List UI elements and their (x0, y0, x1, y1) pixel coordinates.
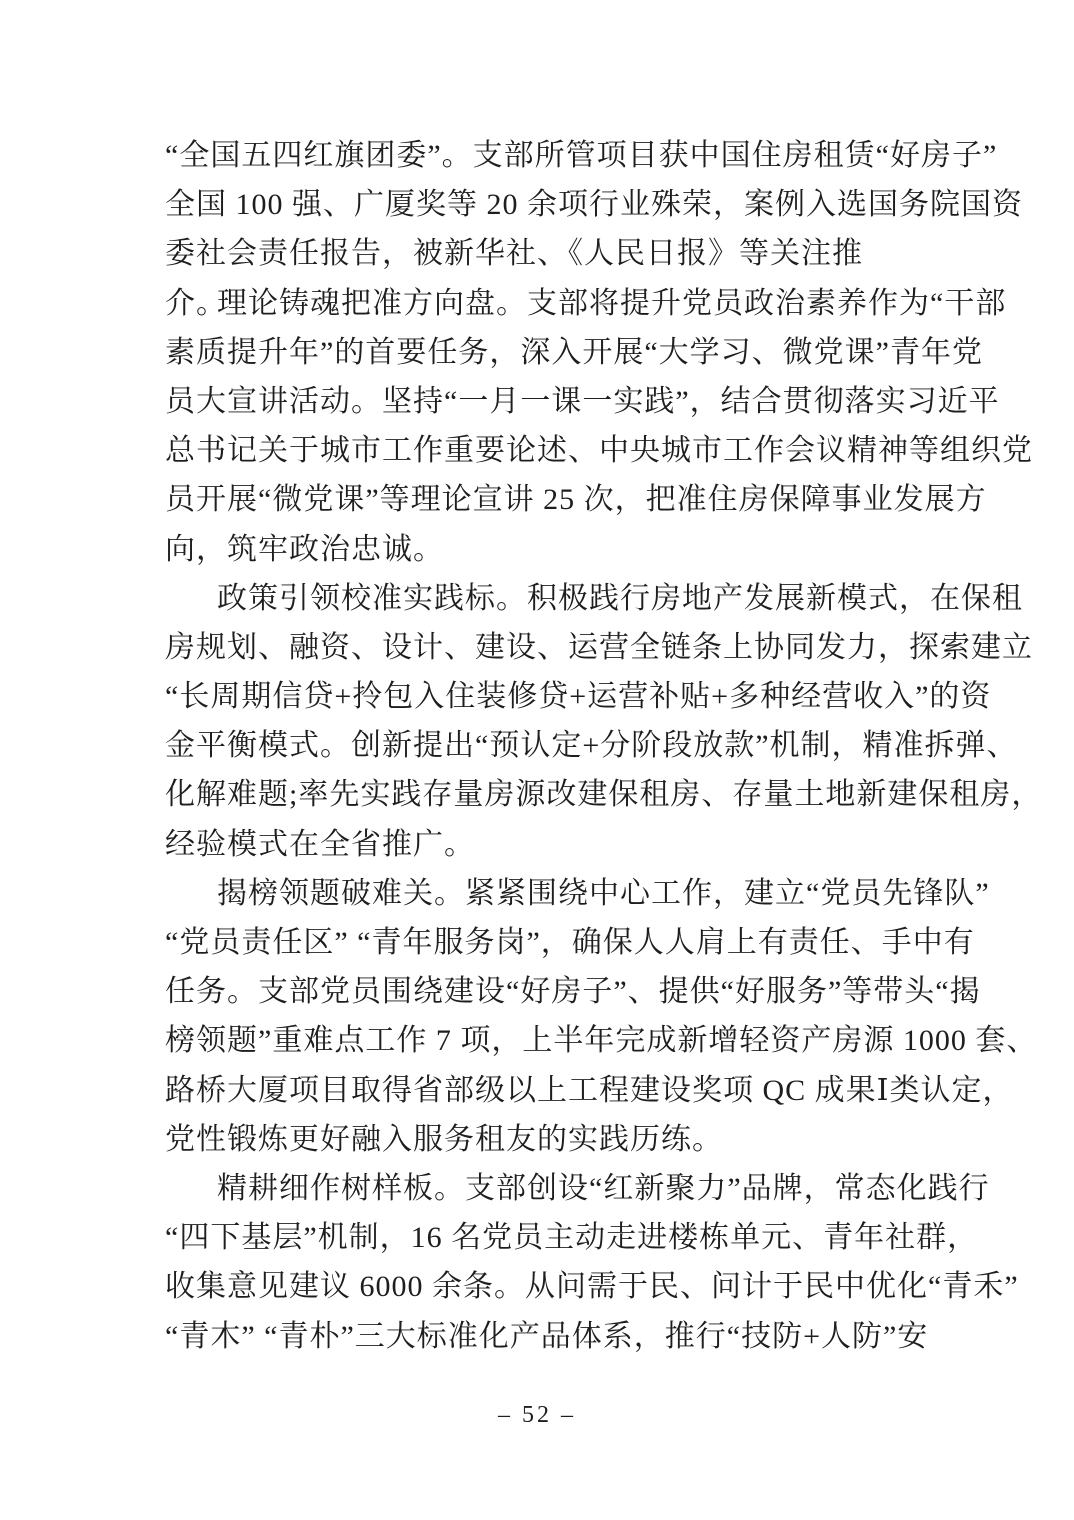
text-line: 员大宣讲活动。坚持“一月一课一实践”，结合贯彻落实习近平 (165, 384, 1000, 418)
text-line: 委社会责任报告，被新华社、《人民日报》等关注推介。 (165, 237, 863, 320)
text-line: 收集意见建议 6000 余条。从问需于民、问计于民中优化“青禾” (165, 1270, 1019, 1304)
text-line: 总书记关于城市工作重要论述、中央城市工作会议精神等组织党 (165, 434, 1033, 468)
text-line: 任务。支部党员围绕建设“好房子”、提供“好服务”等带头“揭 (165, 975, 981, 1009)
text-line: 精耕细作树样板。支部创设“红新聚力”品牌，常态化践行 (217, 1171, 990, 1205)
text-line: “长周期信贷+拎包入住装修贷+运营补贴+多种经营收入”的资 (165, 680, 992, 714)
text-line: 揭榜领题破难关。紧紧围绕中心工作，建立“党员先锋队” (217, 876, 990, 910)
paragraph (165, 279, 1033, 574)
text-line: 政策引领校准实践标。积极践行房地产发展新模式，在保租 (217, 581, 1023, 615)
text-line: 路桥大厦项目取得省部级以上工程建设奖项 QC 成果Ⅰ类认定， (165, 1073, 1014, 1107)
page-number: – 52 – (498, 1402, 576, 1428)
text-line: “四下基层”机制，16 名党员主动走进楼栋单元、青年社群， (165, 1221, 979, 1255)
text-line: 党性锻炼更好融入服务租友的实践历练。 (165, 1122, 723, 1156)
text-line: 化解难题;率先实践存量房源改建保租房、存量土地新建保租房， (165, 778, 1043, 812)
paragraph (165, 574, 1043, 869)
paragraph (165, 1164, 1019, 1361)
text-line: “全国五四红旗团委”。支部所管项目获中国住房租赁“好房子” (165, 139, 998, 172)
text-line: 经验模式在全省推广。 (165, 827, 475, 861)
text-line: “党员责任区” “青年服务岗”，确保人人肩上有责任、手中有 (165, 926, 975, 959)
text-line: 房规划、融资、设计、建设、运营全链条上协同发力，探索建立 (165, 630, 1033, 664)
text-line: 员开展“微党课”等理论宣讲 25 次，把准住房保障事业发展方 (165, 483, 987, 517)
content-area (165, 131, 1043, 1361)
text-line: “青木” “青朴”三大标准化产品体系，推行“技防+人防”安 (165, 1319, 929, 1353)
text-line: 素质提升年”的首要任务，深入开展“大学习、微党课”青年党 (165, 335, 983, 369)
text-line: 向，筑牢政治忠诚。 (165, 532, 444, 566)
paragraph (165, 869, 1038, 1164)
text-line: 金平衡模式。创新提出“预认定+分阶段放款”机制，精准拆弹、 (165, 729, 1018, 763)
text-line: 理论铸魂把准方向盘。支部将提升党员政治素养作为“干部 (217, 286, 1007, 320)
text-line: 榜领题”重难点工作 7 项，上半年完成新增轻资产房源 1000 套、 (165, 1024, 1038, 1058)
text-line: 全国 100 强、广厦奖等 20 余项行业殊荣，案例入选国务院国资 (165, 188, 1023, 222)
page-footer (0, 1402, 1074, 1429)
